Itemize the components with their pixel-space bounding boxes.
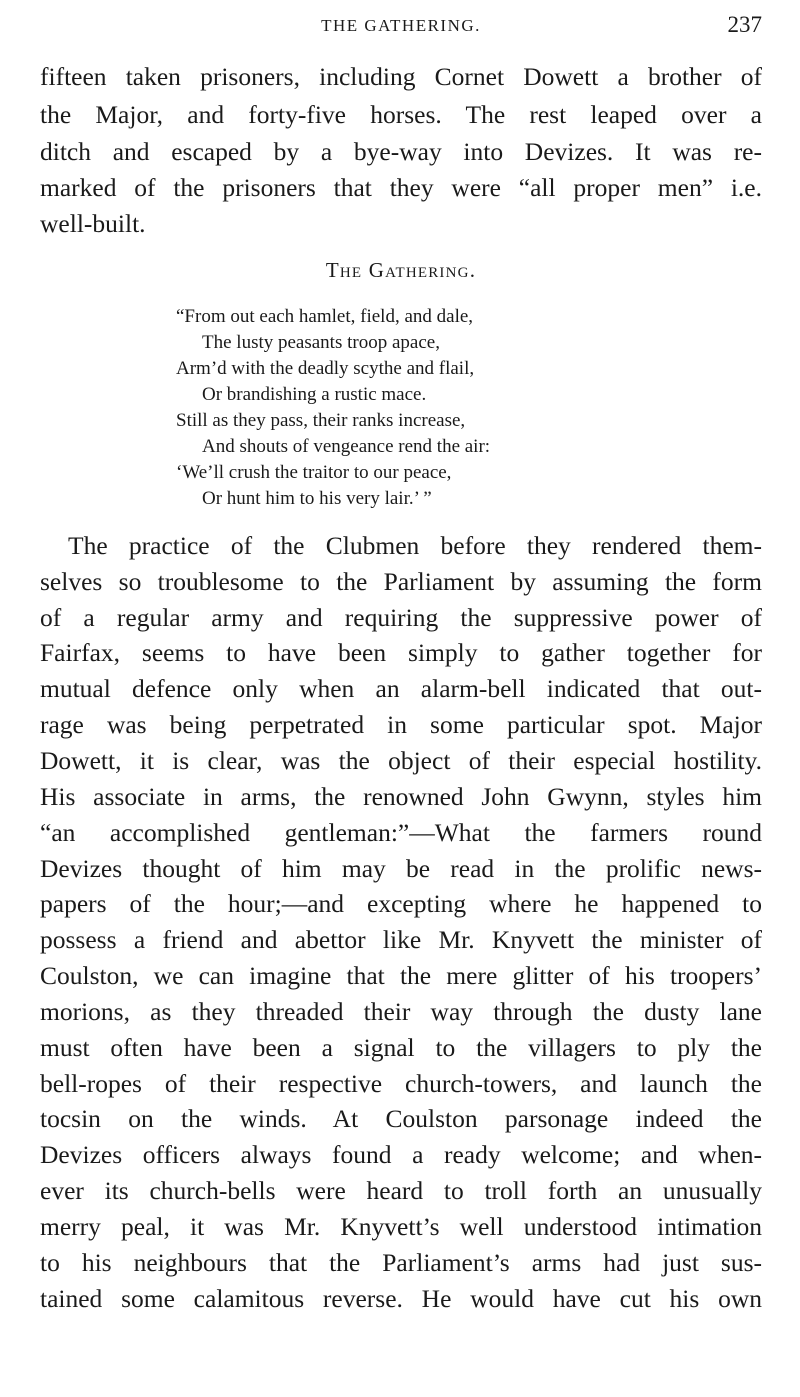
verse-line: Or hunt him to his very lair.’ ” — [202, 488, 432, 509]
text-line: His associate in arms, the renowned John Gwynn, styles him — [40, 782, 762, 811]
running-title: THE GATHERING. — [321, 16, 481, 35]
text-line: Dowett, it is clear, was the object of their especial hostility. — [40, 746, 762, 775]
text-line: tained some calamitous reverse. He would have cut his own — [40, 1284, 762, 1313]
text-line: selves so troublesome to the Parliament by assuming the form — [40, 567, 762, 596]
text-line: Devizes thought of him may be read in the prolific news- — [40, 854, 762, 883]
text-line: to his neighbours that the Parliament’s arms had just sus- — [40, 1248, 762, 1277]
running-head — [40, 12, 762, 40]
text-line: the Major, and forty-five horses. The rest leaped over a — [40, 100, 762, 129]
text-line: “an accomplished gentleman:”—What the farmers round — [40, 818, 762, 847]
verse-line: And shouts of vengeance rend the air: — [202, 436, 491, 457]
text-line: well-built. — [40, 209, 146, 238]
text-line: ever its church-bells were heard to troll forth an unusually — [40, 1176, 762, 1205]
text-line: Coulston, we can imagine that the mere glitter of his troopers’ — [40, 961, 762, 990]
text-line: mutual defence only when an alarm-bell indicated that out- — [40, 674, 762, 703]
text-line: The practice of the Clubmen before they rendered them- — [68, 531, 762, 560]
text-line: ditch and escaped by a bye-way into Devizes. It was re- — [40, 137, 762, 166]
text-line: Fairfax, seems to have been simply to gather together for — [40, 638, 762, 667]
verse-line: ‘We’ll crush the traitor to our peace, — [176, 462, 452, 483]
text-line: papers of the hour;—and excepting where he happened to — [40, 889, 762, 918]
text-line: merry peal, it was Mr. Knyvett’s well understood intimation — [40, 1212, 762, 1241]
text-line: marked of the prisoners that they were “all proper men” i.e. — [40, 173, 762, 202]
text-line: bell-ropes of their respective church-towers, and launch the — [40, 1069, 762, 1098]
verse-line: Or brandishing a rustic mace. — [202, 384, 427, 405]
text-line: rage was being perpetrated in some particular spot. Major — [40, 710, 762, 739]
text-line: fifteen taken prisoners, including Cornet Dowett a brother of — [40, 62, 762, 91]
section-heading: The Gathering. — [325, 258, 477, 282]
page-number: 237 — [727, 12, 762, 37]
text-line: of a regular army and requiring the suppressive power of — [40, 603, 762, 632]
text-line: tocsin on the winds. At Coulston parsonage indeed the — [40, 1104, 762, 1133]
text-line: must often have been a signal to the villagers to ply the — [40, 1033, 762, 1062]
verse-line: The lusty peasants troop apace, — [202, 332, 440, 353]
text-line: Devizes officers always found a ready welcome; and when- — [40, 1140, 762, 1169]
text-line: possess a friend and abettor like Mr. Knyvett the minister of — [40, 925, 762, 954]
text-line: morions, as they threaded their way through the dusty lane — [40, 997, 762, 1026]
verse-line: Arm’d with the deadly scythe and flail, — [176, 358, 475, 379]
verse-line: Still as they pass, their ranks increase, — [176, 410, 466, 431]
verse-line: “From out each hamlet, field, and dale, — [176, 306, 474, 327]
